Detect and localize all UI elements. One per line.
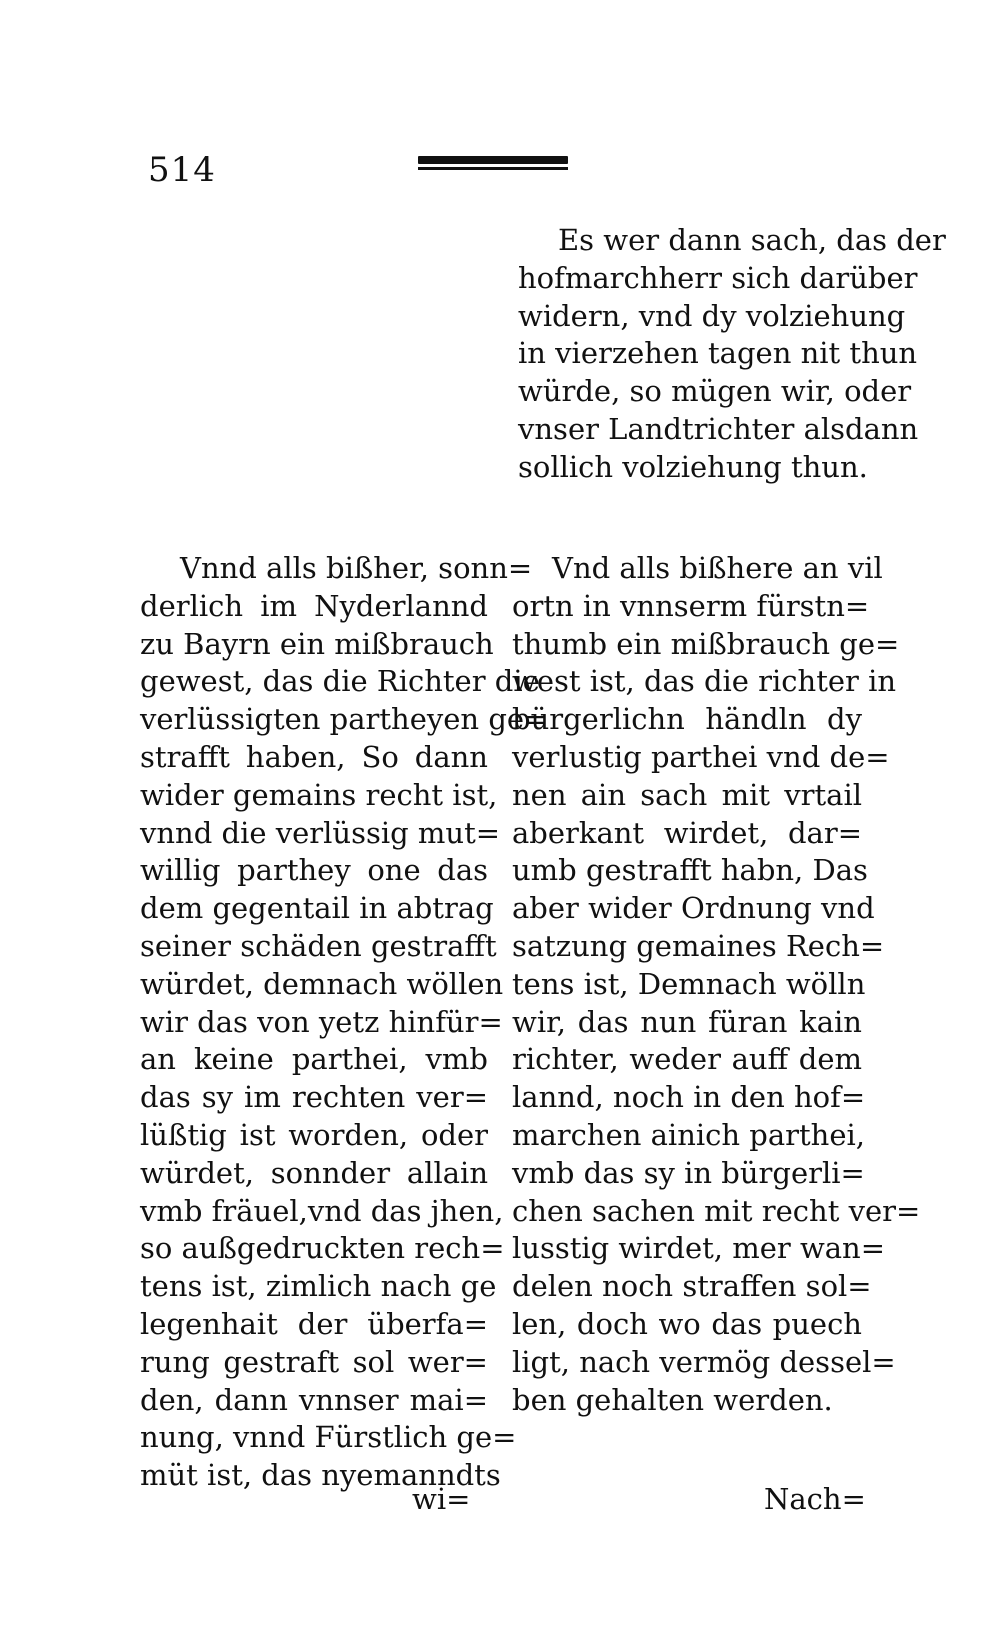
- text-line: aberkant wirdet, dar=: [512, 815, 862, 850]
- text-line: sollich volziehung thun.: [518, 449, 868, 484]
- text-line: ligt, nach vermög dessel=: [512, 1344, 896, 1379]
- text-line: rung gestraft sol wer=: [140, 1344, 488, 1379]
- text-line: den, dann vnnser mai=: [140, 1382, 488, 1417]
- text-line: Es wer dann sach, das der: [558, 223, 946, 257]
- text-line: satzung gemaines Rech=: [512, 928, 885, 963]
- right-column-text: [512, 550, 921, 1419]
- text-line: tens ist, Demnach wölln: [512, 966, 866, 1001]
- text-line: würde, so mügen wir, oder: [518, 374, 912, 409]
- text-line: dem gegentail in abtrag: [140, 891, 494, 926]
- text-line: zu Bayrn ein mißbrauch: [140, 626, 494, 661]
- header-rule-thin: [418, 167, 568, 170]
- top-right-text-block: [518, 222, 946, 487]
- text-line: chen sachen mit recht ver=: [512, 1193, 921, 1228]
- text-line: marchen ainich parthei,: [512, 1117, 865, 1152]
- text-line: vnser Landtrichter alsdann: [518, 411, 919, 446]
- text-line: lannd, noch in den hof=: [512, 1080, 866, 1115]
- text-line: würdet, sonnder allain: [140, 1155, 488, 1190]
- text-line: tens ist, zimlich nach ge: [140, 1269, 497, 1304]
- text-line: verlüssigten parthеyen ge=: [140, 702, 549, 737]
- text-line: ortn in vnnserm fürstn=: [512, 588, 870, 623]
- left-catchword: wi=: [412, 1482, 471, 1516]
- text-line: nung, vnnd Fürstlich ge=: [140, 1420, 517, 1455]
- text-line: lusstig wirdet, mer wan=: [512, 1231, 886, 1266]
- text-line: strafft haben, So dann: [140, 739, 488, 774]
- text-line: nen ain sach mit vrtail: [512, 777, 862, 812]
- header-rule: [418, 156, 568, 170]
- text-line: wir, das nun füran kain: [512, 1004, 862, 1039]
- text-line: gewest, das die Richter die: [140, 664, 540, 699]
- text-line: Vnd alls bißhere an vil: [552, 551, 883, 585]
- text-line: lüßtig ist worden, oder: [140, 1117, 488, 1152]
- text-line: west ist, das die richter in: [512, 664, 897, 699]
- text-line: widern, vnd dy volziehung: [518, 298, 906, 333]
- text-line: an keine parthei, vmb: [140, 1042, 488, 1077]
- text-line: verlustig parthei vnd de=: [512, 739, 890, 774]
- header-rule-thick: [418, 156, 568, 164]
- text-line: legenhait der überfa=: [140, 1306, 488, 1341]
- text-line: so außgedruckten rech=: [140, 1231, 505, 1266]
- page-number: 514: [148, 150, 216, 190]
- text-line: seiner schäden gestrafft: [140, 928, 497, 963]
- text-line: umb gestrafft habn, Das: [512, 853, 868, 888]
- text-line: vmb fräuel,vnd das jhen,: [140, 1193, 504, 1228]
- text-line: Vnnd alls bißher, sonn=: [180, 551, 533, 585]
- text-line: vnnd die verlüssig mut=: [140, 815, 501, 850]
- text-line: willig parthey one das: [140, 853, 488, 888]
- text-line: wir das von yetz hinfür=: [140, 1004, 503, 1039]
- left-column-text: [140, 550, 549, 1495]
- text-line: aber wider Ordnung vnd: [512, 891, 875, 926]
- text-line: das sy im rechten ver=: [140, 1080, 488, 1115]
- text-line: vmb das sy in bürgerli=: [512, 1155, 865, 1190]
- right-catchword: Nach=: [764, 1482, 866, 1516]
- text-line: richter, weder auff dem: [512, 1042, 862, 1077]
- text-line: ben gehalten werden.: [512, 1382, 833, 1417]
- text-line: thumb ein mißbrauch ge=: [512, 626, 900, 661]
- text-line: bürgerlichn händln dy: [512, 702, 862, 737]
- text-line: delen noch straffen sol=: [512, 1269, 872, 1304]
- text-line: wider gemains recht ist,: [140, 777, 498, 812]
- text-line: müt ist, das nyemanndts: [140, 1458, 501, 1493]
- text-line: würdet, demnach wöllen: [140, 966, 504, 1001]
- text-line: hofmarchherr sich darüber: [518, 260, 918, 295]
- text-line: derlich im Nyderlannd: [140, 588, 488, 623]
- text-line: in vierzehen tagen nit thun: [518, 336, 918, 371]
- text-line: len, doch wo das puech: [512, 1306, 862, 1341]
